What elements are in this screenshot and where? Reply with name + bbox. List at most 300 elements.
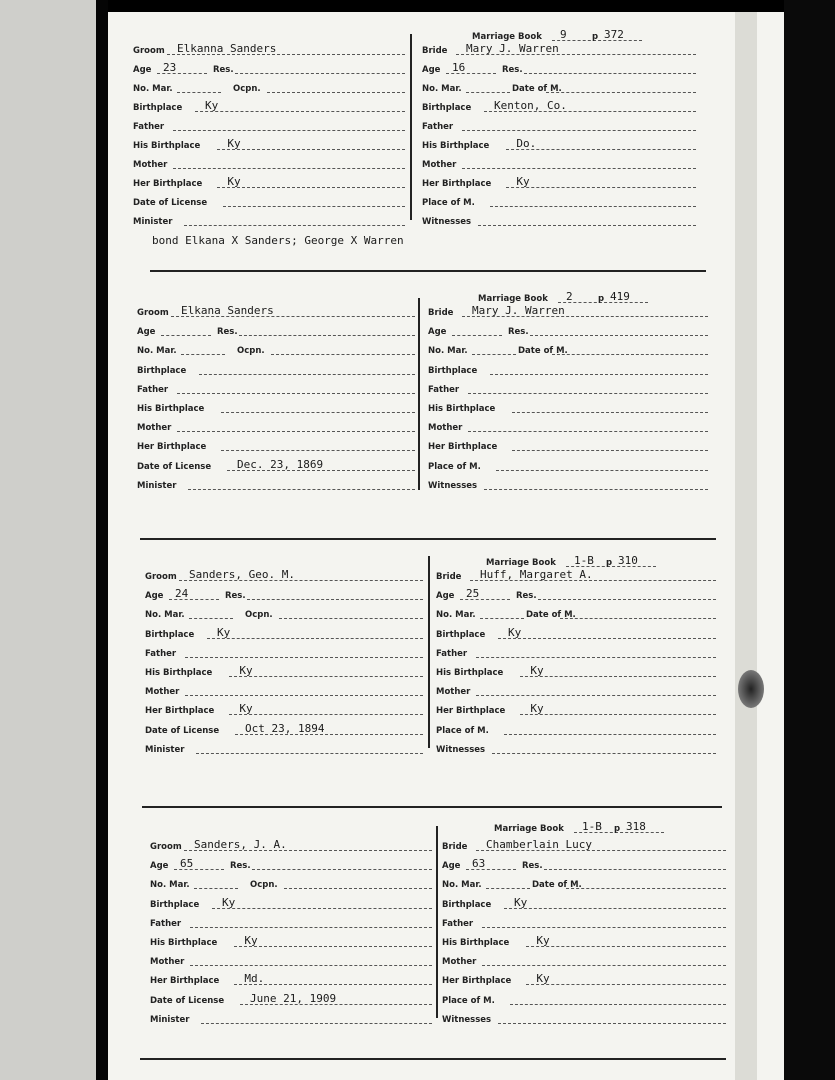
groom-his-birthplace-label: His Birthplace — [145, 668, 213, 678]
dotted-line — [196, 753, 423, 754]
dotted-line — [510, 1004, 726, 1005]
groom-date-of-license-value: Dec. 23, 1869 — [237, 457, 324, 471]
groom-date-of-license-value: Oct 23, 1894 — [245, 721, 325, 735]
dotted-line — [184, 225, 405, 226]
record-3-divider — [428, 556, 430, 748]
record-1-bond-note: bond Elkana X Sanders; George X Warren — [152, 234, 404, 247]
dotted-line — [560, 618, 716, 619]
groom-his-birthplace-row — [137, 398, 415, 416]
groom-minister-row — [145, 739, 423, 757]
groom-her-birthplace-label: Her Birthplace — [133, 179, 203, 189]
bride-age-label: Age — [428, 327, 447, 338]
record-4-divider — [436, 826, 438, 1018]
groom-mother-row — [137, 417, 415, 435]
page-label: p — [598, 294, 605, 304]
dotted-line — [223, 206, 405, 207]
dotted-line — [177, 92, 221, 93]
bride-birthplace-value: Kenton, Co. — [494, 99, 567, 112]
bride-her-birthplace-value: Ky — [536, 972, 550, 986]
bride-age-label: Age — [442, 861, 461, 872]
bride-place-of-m-row — [428, 456, 708, 474]
groom-minister-row — [133, 211, 405, 229]
bride-bride-value: Huff, Margaret A. — [480, 568, 593, 581]
bride-no-mar-label: No. Mar. — [428, 346, 468, 357]
groom-ocpn-label: Ocpn. — [237, 346, 265, 357]
groom-father-label: Father — [150, 918, 182, 929]
groom-father-label: Father — [133, 122, 165, 132]
groom-age-label: Age — [133, 65, 152, 75]
bride-place-of-m-label: Place of M. — [422, 198, 475, 208]
bride-birthplace-label: Birthplace — [428, 365, 478, 376]
groom-birthplace-label: Birthplace — [150, 899, 200, 910]
bride-father-label: Father — [436, 648, 468, 659]
marriage-book-label: Marriage Book — [494, 824, 564, 834]
bride-his-birthplace-label: His Birthplace — [428, 404, 496, 414]
groom-his-birthplace-label: His Birthplace — [150, 938, 218, 948]
dotted-line — [484, 489, 708, 490]
bride-res-label: Res. — [516, 591, 537, 602]
dotted-line — [472, 354, 516, 355]
bride-no-mar-row — [442, 874, 726, 892]
record-3-separator — [142, 806, 722, 808]
bride-bride-row — [442, 836, 726, 854]
bride-witnesses-row — [436, 739, 716, 757]
dotted-line — [212, 908, 432, 909]
bride-age-row — [436, 585, 716, 603]
bride-res-label: Res. — [522, 861, 543, 872]
groom-age-row — [137, 321, 415, 339]
groom-no-mar-row — [145, 604, 423, 622]
groom-birthplace-row — [137, 360, 415, 378]
bride-mother-row — [428, 417, 708, 435]
bride-her-birthplace-value: Ky — [530, 702, 544, 716]
groom-date-of-license-label: Date of License — [133, 198, 208, 208]
bride-his-birthplace-label: His Birthplace — [442, 938, 510, 948]
groom-birthplace-value: Ky — [205, 99, 219, 112]
groom-no-mar-label: No. Mar. — [145, 610, 185, 621]
bride-place-of-m-row — [422, 192, 696, 210]
dotted-line — [177, 431, 415, 432]
groom-his-birthplace-label: His Birthplace — [133, 141, 201, 151]
groom-no-mar-row — [150, 874, 432, 892]
dotted-line — [234, 946, 432, 947]
groom-ocpn-label: Ocpn. — [245, 610, 273, 621]
dotted-line — [235, 73, 405, 74]
marriage-book-label: Marriage Book — [486, 558, 556, 568]
groom-his-birthplace-value: Ky — [244, 934, 258, 947]
bride-place-of-m-label: Place of M. — [428, 461, 481, 472]
bride-her-birthplace-value: Ky — [516, 175, 530, 188]
groom-age-label: Age — [137, 327, 156, 338]
bride-her-birthplace-row — [428, 436, 708, 454]
bride-her-birthplace-label: Her Birthplace — [422, 179, 492, 189]
page-label: p — [614, 824, 621, 834]
dotted-line — [496, 470, 708, 471]
dotted-line — [466, 92, 510, 93]
groom-his-birthplace-row — [150, 932, 432, 950]
groom-groom-label: Groom — [145, 572, 177, 582]
dotted-line — [194, 888, 238, 889]
dotted-line — [207, 638, 423, 639]
bride-bride-value: Chamberlain Lucy — [486, 838, 592, 851]
dotted-line — [161, 335, 211, 336]
groom-res-label: Res. — [213, 65, 234, 75]
bride-witnesses-label: Witnesses — [428, 480, 478, 491]
bride-father-label: Father — [422, 122, 454, 132]
bride-age-label: Age — [436, 591, 455, 602]
dotted-line — [199, 374, 415, 375]
groom-birthplace-value: Ky — [222, 895, 236, 909]
dotted-line — [190, 927, 432, 928]
bride-place-of-m-row — [442, 990, 726, 1008]
bride-no-mar-row — [428, 340, 708, 358]
dotted-line — [468, 431, 708, 432]
bride-his-birthplace-row — [428, 398, 708, 416]
dotted-line — [189, 618, 233, 619]
groom-birthplace-row — [145, 624, 423, 642]
groom-date-of-license-value: June 21, 1909 — [250, 991, 337, 1005]
bride-bride-label: Bride — [442, 842, 468, 852]
marriage-book-page: 310 — [618, 554, 638, 567]
record-4-bottom-line — [140, 1058, 726, 1060]
bride-bride-row — [422, 40, 696, 58]
dotted-line — [181, 354, 225, 355]
groom-birthplace-label: Birthplace — [145, 629, 195, 640]
groom-groom-label: Groom — [133, 46, 165, 56]
dotted-line — [524, 73, 696, 74]
bride-his-birthplace-row — [436, 662, 716, 680]
groom-her-birthplace-label: Her Birthplace — [137, 442, 207, 453]
marriage-book-page: 419 — [610, 290, 630, 303]
page-label: p — [606, 558, 613, 568]
bride-witnesses-row — [442, 1009, 726, 1027]
groom-date-of-license-row — [150, 990, 432, 1008]
dotted-line — [177, 393, 415, 394]
dotted-line — [490, 206, 696, 207]
bride-bride-value: Mary J. Warren — [466, 42, 559, 55]
bride-mother-row — [436, 681, 716, 699]
marriage-book-page: 318 — [626, 820, 646, 833]
dotted-line — [504, 908, 726, 909]
bride-birthplace-label: Birthplace — [442, 899, 492, 910]
groom-her-birthplace-label: Her Birthplace — [145, 706, 215, 717]
dotted-line — [546, 92, 696, 93]
groom-res-label: Res. — [217, 327, 238, 338]
dotted-line — [229, 714, 423, 715]
bride-birthplace-value: Ky — [514, 895, 528, 909]
groom-date-of-license-label: Date of License — [137, 461, 212, 472]
bride-mother-label: Mother — [436, 687, 471, 698]
bride-her-birthplace-row — [442, 970, 726, 988]
groom-birthplace-row — [150, 894, 432, 912]
bride-his-birthplace-value: Ky — [530, 664, 544, 677]
bride-birthplace-row — [428, 360, 708, 378]
dotted-line — [173, 130, 405, 131]
dotted-line — [284, 888, 432, 889]
groom-her-birthplace-label: Her Birthplace — [150, 976, 220, 987]
dotted-line — [271, 354, 415, 355]
groom-minister-label: Minister — [145, 744, 185, 755]
groom-ocpn-label: Ocpn. — [250, 880, 278, 891]
marriage-book-number: 2 — [566, 290, 573, 303]
dotted-line — [217, 187, 405, 188]
groom-groom-label: Groom — [150, 842, 182, 852]
dotted-line — [482, 927, 726, 928]
groom-father-row — [150, 913, 432, 931]
film-border — [784, 0, 835, 1080]
marriage-book-label: Marriage Book — [472, 32, 542, 42]
marriage-book-page: 372 — [604, 28, 624, 41]
bride-witnesses-row — [428, 475, 708, 493]
bride-age-row — [442, 855, 726, 873]
groom-groom-row — [145, 566, 423, 584]
bride-his-birthplace-value: Do. — [516, 137, 537, 150]
dotted-line — [512, 450, 708, 451]
dotted-line — [462, 130, 696, 131]
groom-her-birthplace-value: Md. — [244, 972, 265, 986]
groom-groom-value: Sanders, Geo. M. — [189, 568, 295, 581]
groom-minister-label: Minister — [133, 217, 173, 227]
bride-her-birthplace-row — [436, 700, 716, 718]
bride-bride-label: Bride — [436, 572, 462, 582]
dotted-line — [468, 393, 708, 394]
groom-mother-label: Mother — [137, 423, 172, 434]
bride-witnesses-row — [422, 211, 696, 229]
dotted-line — [512, 412, 708, 413]
dotted-line — [538, 599, 716, 600]
dotted-line — [526, 946, 726, 947]
bride-her-birthplace-label: Her Birthplace — [436, 706, 506, 717]
dotted-line — [185, 657, 423, 658]
bride-birthplace-row — [436, 624, 716, 642]
bride-her-birthplace-label: Her Birthplace — [428, 442, 498, 453]
groom-his-birthplace-value: Ky — [227, 137, 241, 150]
groom-mother-row — [150, 951, 432, 969]
groom-age-value: 65 — [180, 857, 194, 871]
bride-age-value: 25 — [466, 587, 480, 601]
bride-father-label: Father — [442, 918, 474, 929]
groom-her-birthplace-row — [145, 700, 423, 718]
groom-groom-value: Sanders, J. A. — [194, 838, 287, 851]
bride-mother-row — [442, 951, 726, 969]
dotted-line — [476, 657, 716, 658]
marriage-book-number: 1-B — [574, 554, 594, 567]
groom-father-label: Father — [137, 384, 169, 395]
bride-birthplace-label: Birthplace — [436, 629, 486, 640]
groom-age-row — [145, 585, 423, 603]
dotted-line — [476, 695, 716, 696]
dotted-line — [566, 888, 726, 889]
groom-age-value: 23 — [163, 61, 177, 74]
bride-his-birthplace-value: Ky — [536, 934, 550, 947]
dotted-line — [201, 1023, 432, 1024]
bride-date-of-m-label: Date of M. — [518, 346, 568, 357]
bride-bride-row — [428, 302, 708, 320]
groom-date-of-license-label: Date of License — [145, 725, 220, 736]
groom-his-birthplace-value: Ky — [239, 664, 253, 677]
groom-minister-row — [150, 1009, 432, 1027]
bride-place-of-m-label: Place of M. — [436, 725, 489, 736]
record-2-divider — [418, 298, 420, 490]
bride-age-label: Age — [422, 65, 441, 75]
dotted-line — [221, 450, 415, 451]
groom-groom-label: Groom — [137, 308, 169, 318]
marriage-book-label: Marriage Book — [478, 294, 548, 304]
dotted-line — [480, 618, 524, 619]
groom-birthplace-label: Birthplace — [137, 365, 187, 376]
dotted-line — [195, 111, 405, 112]
bride-mother-label: Mother — [442, 957, 477, 968]
dotted-line — [185, 695, 423, 696]
groom-date-of-license-row — [137, 456, 415, 474]
bride-bride-label: Bride — [428, 308, 454, 318]
bride-date-of-m-label: Date of M. — [532, 880, 582, 891]
bride-date-of-m-label: Date of M. — [526, 610, 576, 621]
groom-father-row — [137, 379, 415, 397]
groom-mother-row — [133, 154, 405, 172]
dotted-line — [229, 676, 423, 677]
bride-no-mar-label: No. Mar. — [436, 610, 476, 621]
bride-no-mar-label: No. Mar. — [422, 84, 462, 94]
bride-his-birthplace-label: His Birthplace — [422, 141, 490, 151]
bride-res-label: Res. — [508, 327, 529, 338]
record-1-divider — [410, 34, 412, 220]
dotted-line — [482, 965, 726, 966]
dotted-line — [490, 374, 708, 375]
record-2-separator — [140, 538, 716, 540]
groom-her-birthplace-row — [150, 970, 432, 988]
bride-mother-label: Mother — [428, 423, 463, 434]
groom-no-mar-label: No. Mar. — [133, 84, 173, 94]
groom-groom-value: Elkanna Sanders — [177, 42, 277, 55]
dotted-line — [504, 734, 716, 735]
groom-her-birthplace-value: Ky — [239, 702, 253, 716]
groom-minister-row — [137, 475, 415, 493]
bride-no-mar-label: No. Mar. — [442, 880, 482, 891]
bride-his-birthplace-row — [422, 135, 696, 153]
bride-bride-row — [436, 566, 716, 584]
marriage-book-number: 1-B — [582, 820, 602, 833]
groom-age-row — [150, 855, 432, 873]
bride-no-mar-row — [436, 604, 716, 622]
groom-father-row — [133, 116, 405, 134]
groom-date-of-license-row — [133, 192, 405, 210]
groom-mother-row — [145, 681, 423, 699]
bride-birthplace-row — [422, 97, 696, 115]
dotted-line — [267, 92, 405, 93]
dotted-line — [498, 638, 716, 639]
marriage-book-number: 9 — [560, 28, 567, 41]
dotted-line — [478, 225, 696, 226]
bride-place-of-m-row — [436, 720, 716, 738]
bride-father-row — [442, 913, 726, 931]
dotted-line — [552, 354, 708, 355]
bride-place-of-m-label: Place of M. — [442, 995, 495, 1006]
groom-birthplace-row — [133, 97, 405, 115]
groom-mother-label: Mother — [145, 687, 180, 698]
groom-birthplace-value: Ky — [217, 625, 231, 639]
groom-mother-label: Mother — [133, 160, 168, 170]
bride-witnesses-label: Witnesses — [436, 744, 486, 755]
groom-age-row — [133, 59, 405, 77]
groom-father-row — [145, 643, 423, 661]
bride-bride-label: Bride — [422, 46, 448, 56]
groom-no-mar-label: No. Mar. — [150, 880, 190, 891]
groom-res-label: Res. — [225, 591, 246, 602]
dotted-line — [492, 753, 716, 754]
bride-birthplace-row — [442, 894, 726, 912]
bride-witnesses-label: Witnesses — [442, 1014, 492, 1025]
dotted-line — [462, 168, 696, 169]
dotted-line — [486, 888, 530, 889]
groom-his-birthplace-row — [145, 662, 423, 680]
bride-father-label: Father — [428, 384, 460, 395]
page-label: p — [592, 32, 599, 42]
bride-father-row — [422, 116, 696, 134]
groom-date-of-license-label: Date of License — [150, 995, 225, 1006]
groom-minister-label: Minister — [137, 480, 177, 491]
dotted-line — [221, 412, 415, 413]
groom-age-label: Age — [145, 591, 164, 602]
bride-father-row — [428, 379, 708, 397]
groom-age-label: Age — [150, 861, 169, 872]
groom-no-mar-row — [137, 340, 415, 358]
groom-groom-row — [133, 40, 405, 58]
record-4-book-header — [494, 818, 754, 836]
groom-ocpn-label: Ocpn. — [233, 84, 261, 94]
dotted-line — [239, 335, 415, 336]
bride-birthplace-value: Ky — [508, 625, 522, 639]
bride-bride-value: Mary J. Warren — [472, 304, 565, 317]
bride-her-birthplace-row — [422, 173, 696, 191]
bride-no-mar-row — [422, 78, 696, 96]
bride-date-of-m-label: Date of M. — [512, 84, 562, 94]
film-blemish — [738, 670, 764, 708]
groom-his-birthplace-label: His Birthplace — [137, 404, 205, 414]
bride-age-value: 63 — [472, 857, 486, 871]
dotted-line — [544, 869, 726, 870]
bride-age-row — [428, 321, 708, 339]
groom-her-birthplace-value: Ky — [227, 175, 241, 188]
bride-birthplace-label: Birthplace — [422, 103, 472, 113]
page-right-edge — [735, 12, 757, 1080]
bride-mother-row — [422, 154, 696, 172]
dotted-line — [188, 489, 415, 490]
dotted-line — [173, 168, 405, 169]
groom-father-label: Father — [145, 648, 177, 659]
dotted-line — [190, 965, 432, 966]
dotted-line — [526, 984, 726, 985]
groom-minister-label: Minister — [150, 1014, 190, 1025]
groom-no-mar-label: No. Mar. — [137, 346, 177, 357]
bride-age-value: 16 — [452, 61, 466, 74]
groom-groom-value: Elkana Sanders — [181, 304, 274, 317]
groom-his-birthplace-row — [133, 135, 405, 153]
dotted-line — [520, 714, 716, 715]
bride-father-row — [436, 643, 716, 661]
dotted-line — [520, 676, 716, 677]
dotted-line — [506, 187, 696, 188]
dotted-line — [217, 149, 405, 150]
groom-no-mar-row — [133, 78, 405, 96]
bride-mother-label: Mother — [422, 160, 457, 170]
groom-groom-row — [137, 302, 415, 320]
groom-date-of-license-row — [145, 720, 423, 738]
groom-her-birthplace-row — [137, 436, 415, 454]
groom-birthplace-label: Birthplace — [133, 103, 183, 113]
groom-her-birthplace-row — [133, 173, 405, 191]
dotted-line — [252, 869, 432, 870]
